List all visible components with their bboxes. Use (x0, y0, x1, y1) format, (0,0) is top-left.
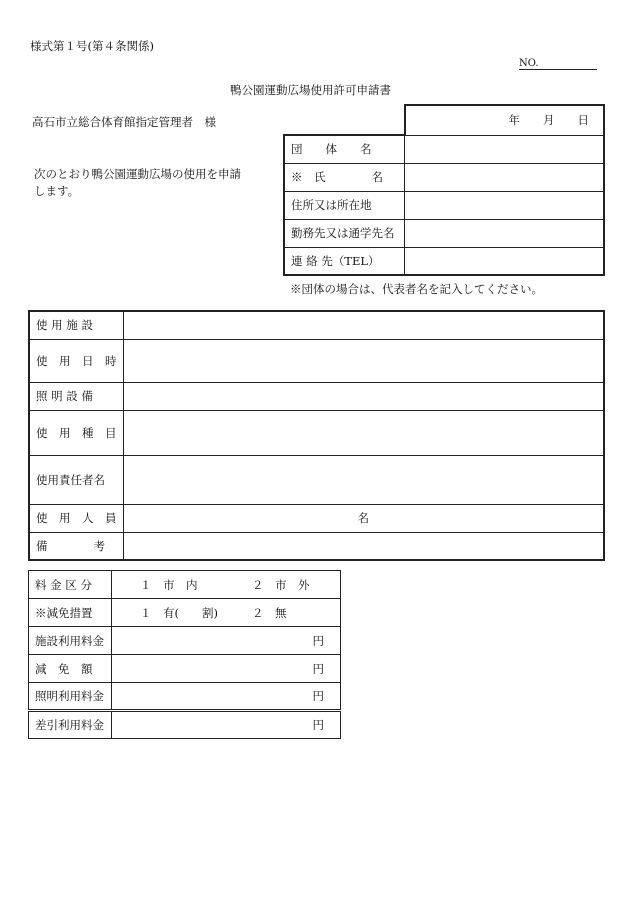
applicant-label-group-name: 団 体 名 (284, 135, 405, 163)
fee-label-facility: 施設利用料金 (29, 627, 112, 655)
usage-value-remarks[interactable] (123, 532, 604, 560)
addressee: 高石市立総合体育館指定管理者 様 (32, 115, 216, 129)
applicant-table (283, 104, 605, 276)
usage-value-lighting[interactable] (123, 382, 604, 410)
usage-value-sport[interactable] (123, 410, 604, 455)
fee-value-discount[interactable]: 円 (111, 655, 340, 683)
fee-label-category: 料 金 区 分 (29, 571, 112, 599)
reduction-option-yes[interactable]: １ 有( 割) (139, 605, 218, 620)
fee-table (28, 570, 341, 739)
usage-label-sport: 使 用 種 目 (29, 410, 123, 455)
date-field[interactable]: 年 月 日 (405, 105, 604, 135)
fee-value-category[interactable] (111, 571, 340, 599)
usage-value-facility[interactable] (123, 311, 604, 339)
representative-note: ※団体の場合は、代表者名を記入してください。 (290, 282, 543, 296)
usage-table (28, 310, 605, 561)
intro-line-1: 次のとおり鴨公園運動広場の使用を申請 (34, 167, 241, 181)
applicant-label-workplace: 勤務先又は通学先名 (284, 219, 405, 247)
applicant-value-group-name[interactable] (405, 135, 604, 163)
form-number: 様式第１号(第４条関係) (30, 39, 154, 53)
applicant-value-address[interactable] (405, 191, 604, 219)
applicant-value-phone[interactable] (405, 247, 604, 275)
fee-value-lighting[interactable]: 円 (111, 683, 340, 711)
intro-line-2: します。 (34, 184, 80, 198)
fee-label-reduction: ※減免措置 (29, 599, 112, 627)
no-label: NO. (519, 58, 539, 69)
usage-label-lighting: 照 明 設 備 (29, 382, 123, 410)
applicant-value-name[interactable] (405, 163, 604, 191)
usage-label-datetime: 使 用 日 時 (29, 339, 123, 382)
fee-option-nonlocal[interactable]: ２ 市 外 (251, 577, 310, 592)
usage-label-remarks: 備 考 (29, 532, 123, 560)
fee-option-local[interactable]: １ 市 内 (139, 577, 198, 592)
fee-value-facility[interactable]: 円 (111, 627, 340, 655)
fee-value-net[interactable]: 円 (111, 711, 340, 739)
applicant-value-workplace[interactable] (405, 219, 604, 247)
applicant-label-address: 住所又は所在地 (284, 191, 405, 219)
fee-label-net: 差引利用料金 (29, 711, 112, 739)
usage-label-headcount: 使 用 人 員 (29, 504, 123, 532)
fee-value-reduction[interactable] (111, 599, 340, 627)
usage-value-headcount[interactable]: 名 (123, 504, 604, 532)
intro-text (34, 166, 241, 200)
page-title: 鴨公園運動広場使用許可申請書 (230, 83, 391, 97)
document-number-field[interactable] (519, 58, 597, 70)
usage-value-responsible[interactable] (123, 455, 604, 504)
usage-label-responsible: 使用責任者名 (29, 455, 123, 504)
applicant-label-phone: 連 絡 先（TEL） (284, 247, 405, 275)
applicant-blank-cell (284, 105, 405, 135)
usage-value-datetime[interactable] (123, 339, 604, 382)
reduction-option-no[interactable]: ２ 無 (251, 605, 287, 620)
fee-label-lighting: 照明利用料金 (29, 683, 112, 711)
applicant-label-name: ※ 氏 名 (284, 163, 405, 191)
fee-label-discount: 減 免 額 (29, 655, 112, 683)
usage-label-facility: 使 用 施 設 (29, 311, 123, 339)
